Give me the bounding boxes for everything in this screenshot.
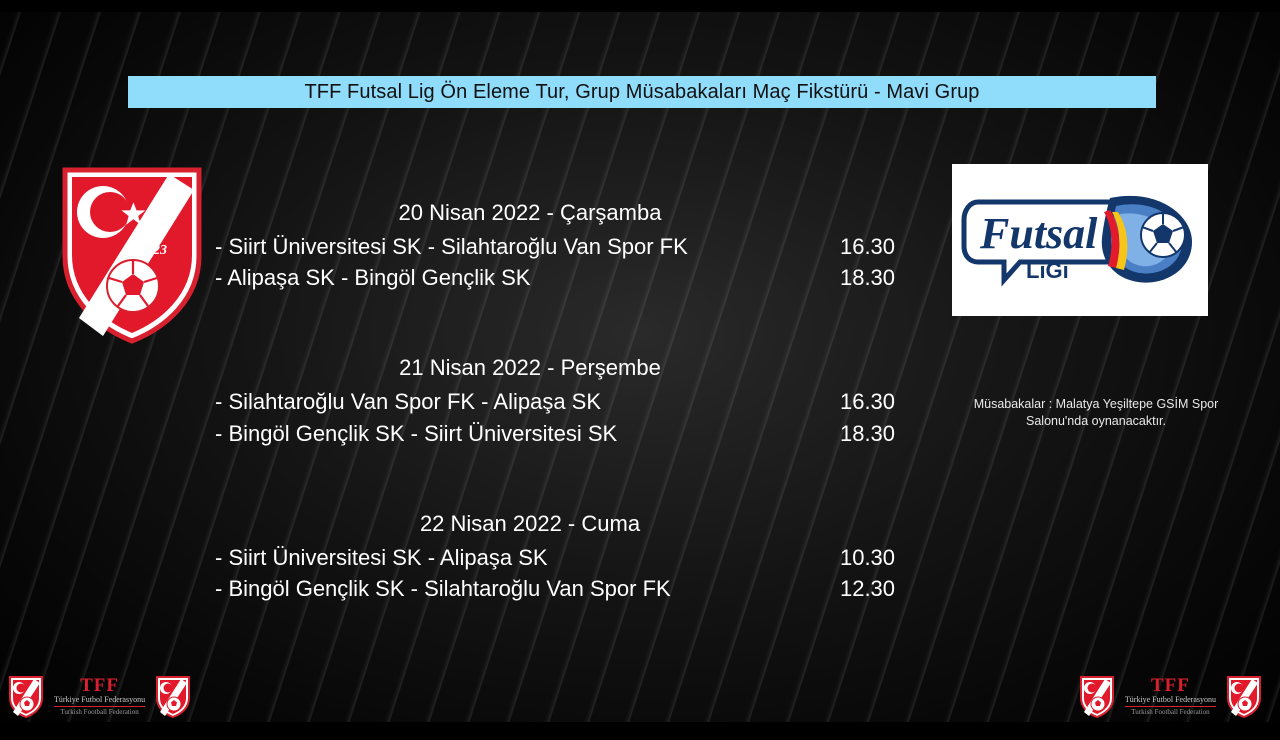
futsal-wordmark: Futsal	[980, 209, 1098, 258]
fixture-date: 20 Nisan 2022 - Çarşamba	[398, 200, 662, 225]
page-title: TFF Futsal Lig Ön Eleme Tur, Grup Müsabakaları Maç Fikstürü - Mavi Grup	[304, 80, 980, 103]
match-row	[215, 418, 915, 449]
match-teams: - Silahtaroğlu Van Spor FK - Alipaşa SK	[215, 389, 602, 415]
top-letterbox-bar	[0, 0, 1280, 12]
match-time: 12.30	[839, 576, 896, 602]
match-time: 10.30	[839, 544, 896, 570]
futsal-ball-graphic	[1102, 196, 1192, 283]
footer-logo-strip-right	[1079, 674, 1262, 718]
tff-mini-wordmark	[54, 676, 145, 716]
match-row	[215, 262, 915, 293]
match-time: 18.30	[839, 265, 896, 291]
match-teams: - Bingöl Gençlik SK - Silahtaroğlu Van Spor FK	[215, 576, 671, 602]
tff-mini-crest-icon	[155, 674, 191, 718]
tff-mini-wordmark-title: TFF	[80, 675, 119, 696]
fixture-date: 21 Nisan 2022 - Perşembe	[399, 355, 661, 381]
match-teams: - Alipaşa SK - Bingöl Gençlik SK	[215, 265, 531, 291]
match-row	[215, 542, 915, 573]
tff-mini-wordmark-line1: Türkiye Futbol Federasyonu	[1124, 695, 1216, 704]
fixture-day-block	[215, 511, 915, 604]
match-time: 18.30	[839, 420, 896, 446]
fixture-date: 22 Nisan 2022 - Cuma	[419, 510, 641, 536]
venue-note: Müsabakalar : Malatya Yeşiltepe GSİM Spor Salonu'nda oynanacaktır.	[973, 397, 1219, 428]
footer-logo-strip-left	[8, 674, 191, 718]
tff-mini-wordmark-rule	[54, 706, 145, 707]
match-row	[215, 231, 915, 262]
ligi-wordmark: LiGi	[1026, 258, 1069, 283]
tff-mini-wordmark-title: TFF	[1151, 675, 1190, 696]
match-teams: - Siirt Üniversitesi SK - Alipaşa SK	[215, 544, 548, 570]
tff-crest-icon	[57, 160, 207, 348]
page-title-banner	[128, 76, 1156, 108]
match-teams: - Siirt Üniversitesi SK - Silahtaroğlu Van Spor FK	[215, 234, 688, 259]
tff-mini-wordmark-rule	[1125, 706, 1216, 707]
tff-mini-wordmark	[1125, 676, 1216, 716]
tff-mini-wordmark-line2: Turkish Football Federation	[1131, 708, 1210, 716]
match-teams: - Bingöl Gençlik SK - Siirt Üniversitesi SK	[215, 420, 618, 446]
tff-mini-wordmark-line1: Türkiye Futbol Federasyonu	[54, 695, 146, 704]
tff-mini-crest-icon	[1079, 674, 1115, 718]
match-row	[215, 573, 915, 604]
match-time: 16.30	[839, 234, 896, 259]
fixture-day-block	[215, 355, 915, 448]
fixture-day-block	[215, 200, 915, 293]
fixture-list	[215, 200, 915, 604]
match-time: 16.30	[839, 389, 896, 415]
bottom-letterbox-bar	[0, 722, 1280, 740]
tff-mini-crest-icon	[8, 674, 44, 718]
futsal-ligi-logo	[952, 164, 1208, 316]
tff-crest-year: 1923	[139, 243, 167, 258]
tff-crest-logo	[57, 160, 207, 348]
tff-mini-crest-icon	[1226, 674, 1262, 718]
futsal-ligi-logo-icon	[960, 180, 1200, 300]
tff-mini-wordmark-line2: Turkish Football Federation	[60, 708, 139, 716]
match-row	[215, 386, 915, 417]
